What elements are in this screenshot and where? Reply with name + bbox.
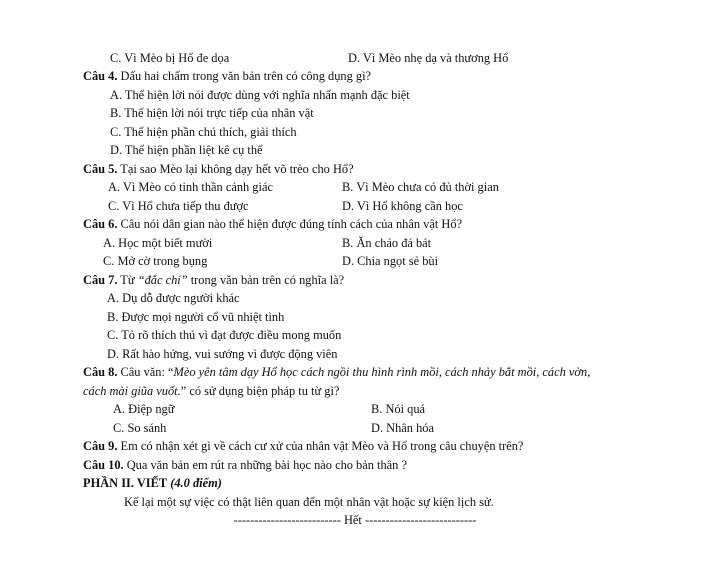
question-10 — [83, 456, 407, 474]
option-b: B. Ăn cháo đá bát — [342, 236, 432, 250]
question-label: Câu 5. — [83, 162, 118, 176]
option-a: A. Dụ dỗ được người khác — [107, 291, 240, 305]
question-text: Từ — [117, 273, 138, 287]
question-9 — [83, 437, 523, 455]
option-a: A. Vì Mèo có tinh thần cảnh giác — [108, 180, 273, 194]
question-8-continued — [83, 382, 339, 400]
question-label: Câu 9. — [83, 439, 118, 453]
question-text: Dấu hai chấm trong văn bản trên có công dụng gì? — [117, 69, 372, 83]
option-b: B. Vì Mèo chưa có đủ thời gian — [342, 180, 499, 194]
question-8 — [83, 363, 590, 381]
question-label: Câu 4. — [83, 69, 118, 83]
option-c: C. So sánh — [113, 421, 167, 435]
question-text: trong văn bản trên có nghĩa là? — [187, 273, 345, 287]
option-d: D. Nhân hóa — [371, 421, 434, 435]
option-d: D. Thể hiện phần liệt kê cụ thể — [110, 143, 263, 157]
option-c: C. Tỏ rõ thích thú vì đạt được điều mong muốn — [107, 328, 342, 342]
question-text: Câu văn: “ — [117, 365, 174, 379]
option-d: D. Vì Mèo nhẹ dạ và thương Hổ — [348, 51, 509, 65]
option-d: D. Rất hào hứng, vui sướng vì được động viên — [107, 347, 338, 361]
question-text: Qua văn bản em rút ra những bài học nào cho bản thân ? — [123, 458, 407, 472]
option-c: C. Mở cờ trong bụng — [103, 254, 208, 268]
question-text: Câu nói dân gian nào thể hiện được đúng tính cách của nhân vật Hổ? — [117, 217, 463, 231]
section-points: (4.0 điểm) — [170, 476, 222, 490]
question-7 — [83, 271, 344, 289]
option-c: C. Vì Hổ chưa tiếp thu được — [108, 199, 249, 213]
end-label: Hết — [340, 513, 365, 527]
question-label: Câu 8. — [83, 365, 118, 379]
question-text: Tại sao Mèo lại không dạy hết võ trèo cho Hổ? — [117, 162, 354, 176]
quoted-sentence: cách mài giũa vuốt. — [83, 384, 181, 398]
question-text: ” có sử dụng biện pháp tu từ gì? — [180, 384, 340, 398]
question-6 — [83, 215, 462, 233]
option-d: D. Vì Hổ không cần học — [342, 199, 463, 213]
question-label: Câu 7. — [83, 273, 118, 287]
option-d: D. Chia ngọt sẻ bùi — [342, 254, 439, 268]
quoted-word: “đắc chí” — [137, 273, 188, 287]
question-label: Câu 10. — [83, 458, 124, 472]
option-b: B. Thể hiện lời nói trực tiếp của nhân vật — [110, 106, 314, 120]
quoted-sentence: Mèo yên tâm dạy Hổ học cách ngồi thu hình rình mồi, cách nhảy bắt mồi, cách vờn, — [173, 365, 591, 379]
option-b: B. Nói quá — [371, 402, 426, 416]
section-title: PHẦN II. VIẾT — [83, 476, 168, 490]
option-a: A. Học một biết mười — [103, 236, 213, 250]
option-c: C. Vì Mèo bị Hổ đe dọa — [110, 51, 230, 65]
question-4 — [83, 67, 371, 85]
dash-rule-right: --------------------------- — [364, 513, 477, 527]
option-c: C. Thể hiện phần chú thích, giải thích — [110, 125, 297, 139]
writing-prompt: Kể lại một sự việc có thật liên quan đến một nhân vật hoặc sự kiện lịch sử. — [124, 495, 494, 509]
question-label: Câu 6. — [83, 217, 118, 231]
section-heading — [83, 474, 222, 492]
option-b: B. Được mọi người cổ vũ nhiệt tình — [107, 310, 285, 324]
dash-rule-left: -------------------------- — [233, 513, 341, 527]
option-a: A. Thể hiện lời nói được dùng với nghĩa nhấn mạnh đặc biệt — [110, 88, 410, 102]
option-a: A. Điệp ngữ — [113, 402, 175, 416]
question-5 — [83, 160, 354, 178]
end-marker — [0, 511, 710, 529]
question-text: Em có nhận xét gì về cách cư xử của nhân vật Mèo và Hổ trong câu chuyện trên? — [117, 439, 524, 453]
